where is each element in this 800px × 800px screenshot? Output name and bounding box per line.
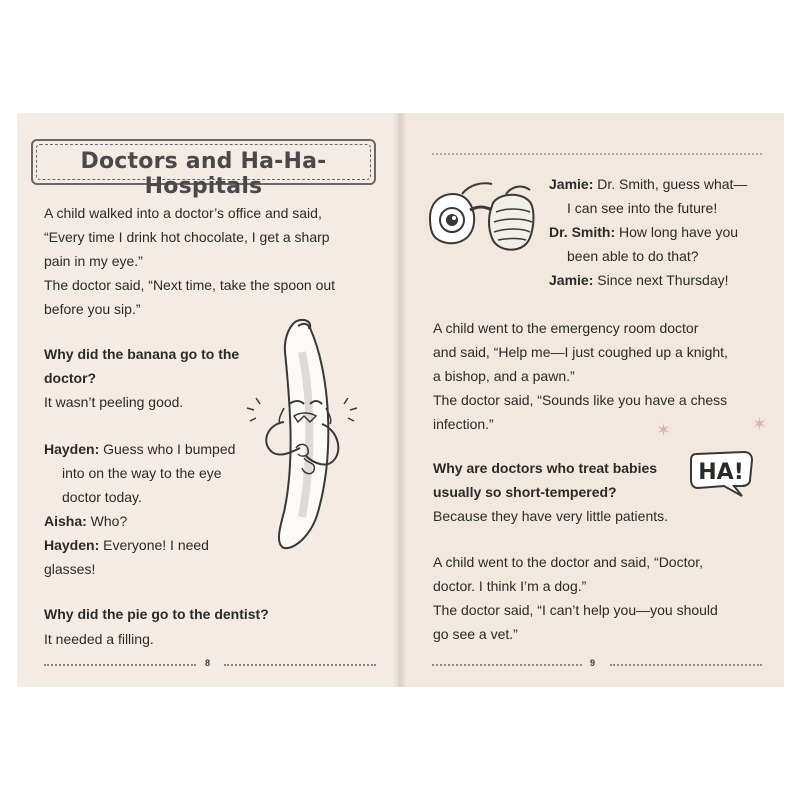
joke2-answer: It wasn’t peeling good. <box>44 394 184 410</box>
speaker-name: Dr. Smith: <box>549 224 616 240</box>
joke3-dialogue-line: into on the way to the eye <box>62 465 222 481</box>
joke5-dialogue-line: been able to do that? <box>567 248 699 264</box>
joke2-question: doctor? <box>44 370 97 386</box>
eyeglasses-illustration <box>422 180 540 260</box>
joke7-question: usually so short-tempered? <box>433 484 617 500</box>
chapter-title-box <box>31 139 376 199</box>
joke3-dialogue-line: glasses! <box>44 561 96 577</box>
speaker-name: Aisha: <box>44 513 87 529</box>
joke8-line: A child went to the doctor and said, “Doctor, <box>433 554 704 570</box>
page-number: 8 <box>205 658 211 668</box>
joke7-answer: Because they have very little patients. <box>433 508 669 524</box>
joke1-line: pain in my eye.” <box>44 253 143 269</box>
joke8-line: go see a vet.” <box>433 626 518 642</box>
ha-speech-bubble <box>688 446 754 500</box>
joke5-dialogue-line: Dr. Smith: How long have you <box>549 224 739 240</box>
joke1-line: The doctor said, “Next time, take the spoon out <box>44 277 336 293</box>
joke5-dialogue-line: Jamie: Dr. Smith, guess what— <box>549 176 748 192</box>
joke3-dialogue-line: Hayden: Guess who I bumped <box>44 441 236 457</box>
joke4-question: Why did the pie go to the dentist? <box>44 606 269 622</box>
joke7-question: Why are doctors who treat babies <box>433 460 658 476</box>
joke6-line: infection.” <box>433 416 494 432</box>
joke1-line: A child walked into a doctor’s office and said, <box>44 205 322 221</box>
joke6-line: The doctor said, “Sounds like you have a chess <box>433 392 728 408</box>
banana-illustration <box>240 312 370 562</box>
joke5-dialogue-line: I can see into the future! <box>567 200 718 216</box>
joke6-line: a bishop, and a pawn.” <box>433 368 575 384</box>
speaker-name: Jamie: <box>549 176 594 192</box>
joke6-line: and said, “Help me—I just coughed up a knight, <box>433 344 728 360</box>
speaker-name: Jamie: <box>549 272 594 288</box>
speech-bubble-text: HA! <box>698 460 744 485</box>
joke6-line: A child went to the emergency room doctor <box>433 320 699 336</box>
footer-dots <box>432 664 582 666</box>
joke1-line: “Every time I drink hot chocolate, I get a sharp <box>44 229 330 245</box>
header-dots <box>432 153 762 155</box>
footer-dots <box>44 664 196 666</box>
joke8-line: The doctor said, “I can’t help you—you should <box>433 602 718 618</box>
star-icon: ✶ <box>752 414 768 434</box>
joke1-line: before you sip.” <box>44 301 141 317</box>
book-gutter <box>393 113 407 687</box>
speaker-name: Hayden: <box>44 537 100 553</box>
joke4-answer: It needed a filling. <box>44 631 154 647</box>
footer-dots <box>610 664 762 666</box>
joke2-question: Why did the banana go to the <box>44 346 240 362</box>
speaker-name: Hayden: <box>44 441 100 457</box>
joke3-dialogue-line: Aisha: Who? <box>44 513 128 529</box>
joke5-dialogue-line: Jamie: Since next Thursday! <box>549 272 729 288</box>
joke8-line: doctor. I think I’m a dog.” <box>433 578 587 594</box>
joke3-dialogue-line: doctor today. <box>62 489 142 505</box>
page-number: 9 <box>590 658 596 668</box>
chapter-title: Doctors and Ha-Ha-Hospitals <box>80 149 327 199</box>
joke3-dialogue-line: Hayden: Everyone! I need <box>44 537 209 553</box>
footer-dots <box>224 664 376 666</box>
star-icon: ✶ <box>656 420 672 440</box>
